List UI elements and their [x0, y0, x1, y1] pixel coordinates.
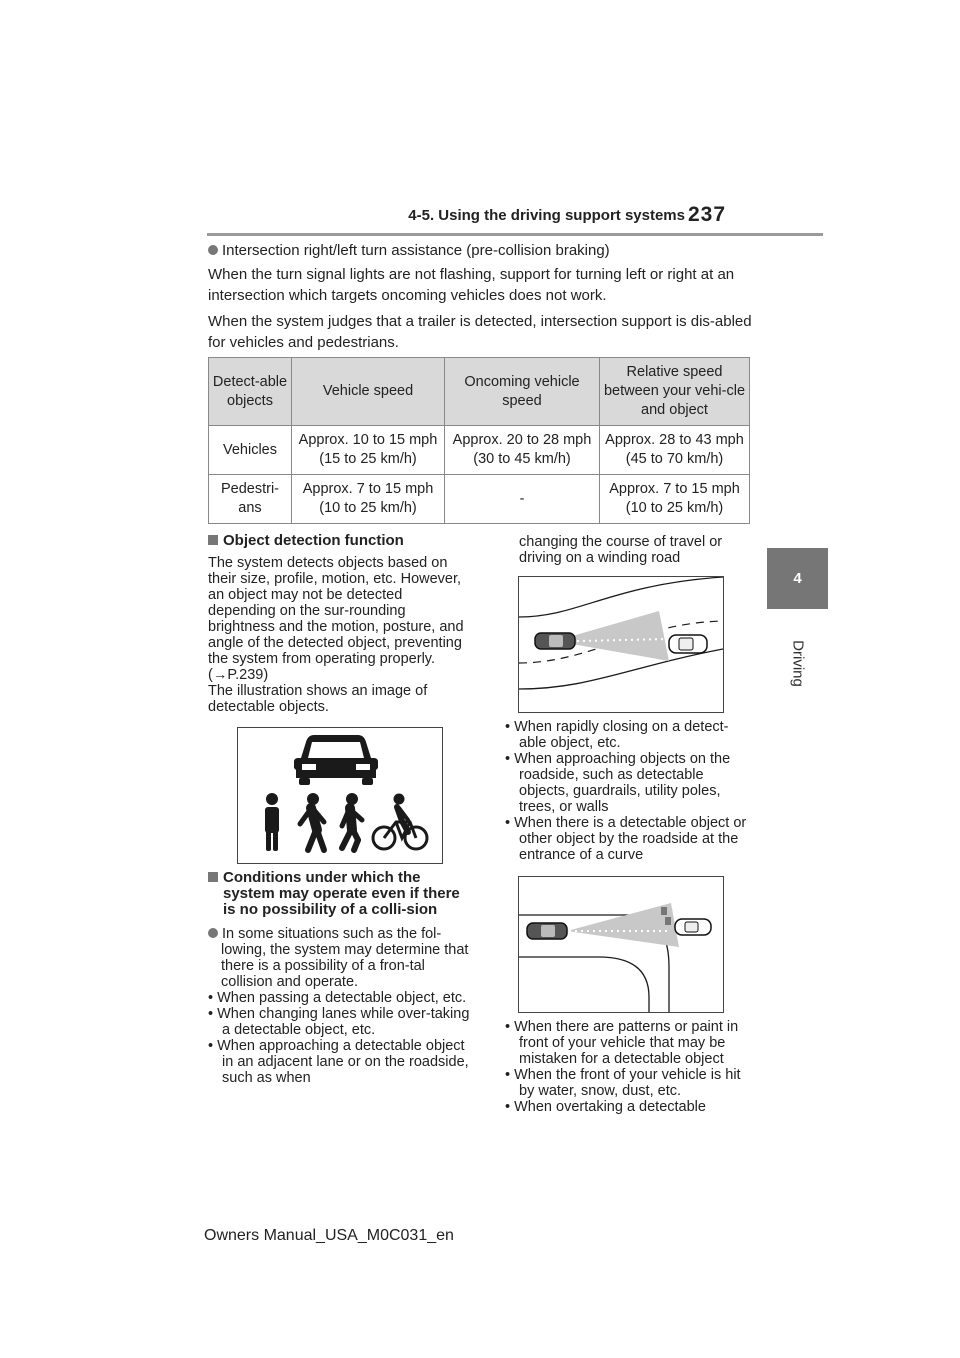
illustration-caption: The illustration shows an image of detectable objects.: [208, 683, 428, 715]
intro-para-2: When the system judges that a trailer is detected, intersection support is dis-abled for vehicles and pedestrians.: [208, 313, 752, 351]
conditions-heading: Conditions under which the system may operate even if there is no possibility of a colli-sion: [208, 870, 470, 918]
list-item: • When approaching a detectable object in an adjacent lane or on the roadside, such as when: [208, 1038, 469, 1086]
table-header-cell: Vehicle speed: [292, 358, 445, 426]
list-item: • When there are patterns or paint in front of your vehicle that may be mistaken for a detectable object: [505, 1019, 739, 1067]
list-item: • When the front of your vehicle is hit by water, snow, dust, etc.: [505, 1067, 741, 1099]
speed-table: [208, 357, 750, 524]
left-column-lower: [208, 870, 470, 1086]
circle-bullet-icon: [208, 245, 218, 255]
conditions-intro: In some situations such as the fol-lowing, the system may determine that there is a possibility of a fron-tal collision and operate.: [208, 926, 470, 990]
object-detection-heading: Object detection function: [208, 532, 470, 549]
table-cell: Approx. 7 to 15 mph (10 to 25 km/h): [600, 475, 750, 524]
continued-text: changing the course of travel or driving on a winding road: [519, 534, 723, 566]
bicycle-icon: [373, 794, 427, 850]
table-header-cell: Oncoming vehicle speed: [445, 358, 600, 426]
curve-entrance-illustration: [518, 876, 724, 1013]
table-cell: Approx. 20 to 28 mph (30 to 45 km/h): [445, 426, 600, 475]
intro-heading: Intersection right/left turn assistance (pre-collision braking): [208, 240, 753, 261]
page-reference-link[interactable]: P.239): [227, 667, 269, 683]
section-title: 4-5. Using the driving support systems: [408, 207, 685, 224]
table-cell: Approx. 7 to 15 mph (10 to 25 km/h): [292, 475, 445, 524]
pedestrian-walking-icon: [300, 793, 324, 850]
pedestrian-running-icon: [342, 793, 362, 850]
table-header-cell: Detect-able objects: [209, 358, 292, 426]
list-item: • When there is a detectable object or other object by the roadside at the entrance of a curve: [505, 815, 747, 863]
intro-para-1: When the turn signal lights are not flashing, support for turning left or right at an intersection which targets oncoming vehicles does not work.: [208, 266, 735, 304]
curve-entrance-svg: [519, 877, 723, 1012]
table-cell: Approx. 28 to 43 mph (45 to 70 km/h): [600, 426, 750, 475]
pedestrian-standing-icon: [265, 793, 279, 851]
circle-bullet-icon: [208, 928, 218, 938]
table-header-cell: Relative speed between your vehi-cle and object: [600, 358, 750, 426]
own-vehicle-icon: [535, 633, 575, 649]
right-list-2: [505, 1019, 755, 1115]
oncoming-vehicle-icon: [669, 635, 707, 653]
page-number: 237: [688, 203, 727, 226]
document-id: Owners Manual_USA_M0C031_en: [204, 1227, 454, 1244]
detectable-objects-illustration: [237, 727, 443, 864]
chapter-number: 4: [793, 570, 802, 587]
reference-arrow-icon: →: [212, 667, 228, 683]
list-item: • When passing a detectable object, etc.: [208, 990, 467, 1006]
square-bullet-icon: [208, 535, 218, 545]
table-cell: -: [445, 475, 600, 524]
detectable-objects-svg: [238, 728, 442, 863]
chapter-label: [767, 615, 828, 725]
table-header-row: [209, 358, 750, 426]
table-row: [209, 475, 750, 524]
header-rule: [207, 233, 823, 236]
chapter-tab: [767, 548, 828, 609]
winding-road-svg: [519, 577, 723, 712]
square-bullet-icon: [208, 872, 218, 882]
list-item: • When overtaking a detectable: [505, 1099, 706, 1115]
left-column: [208, 532, 470, 715]
winding-road-illustration: [518, 576, 724, 713]
table-row: [209, 426, 750, 475]
chapter-name: Driving: [789, 640, 806, 687]
right-list-1: [505, 719, 755, 863]
own-vehicle-icon: [527, 923, 567, 939]
car-front-icon: [294, 735, 378, 785]
object-detection-para: The system detects objects based on their size, profile, motion, etc. However, an object may not be detected depending on the sur-rounding brightness and the motion, posture, and angle of the detected object, preventing the system from operating properly. (→P.239): [208, 555, 464, 683]
list-item: • When rapidly closing on a detect-able object, etc.: [505, 719, 729, 751]
table-cell: Approx. 10 to 15 mph (15 to 25 km/h): [292, 426, 445, 475]
table-cell: Pedestri-ans: [209, 475, 292, 524]
table-cell: Vehicles: [209, 426, 292, 475]
list-item: • When changing lanes while over-taking a detectable object, etc.: [208, 1006, 470, 1038]
roadside-vehicle-icon: [675, 919, 711, 935]
list-item: • When approaching objects on the roadside, such as detectable objects, guardrails, utility poles, trees, or walls: [505, 751, 731, 815]
